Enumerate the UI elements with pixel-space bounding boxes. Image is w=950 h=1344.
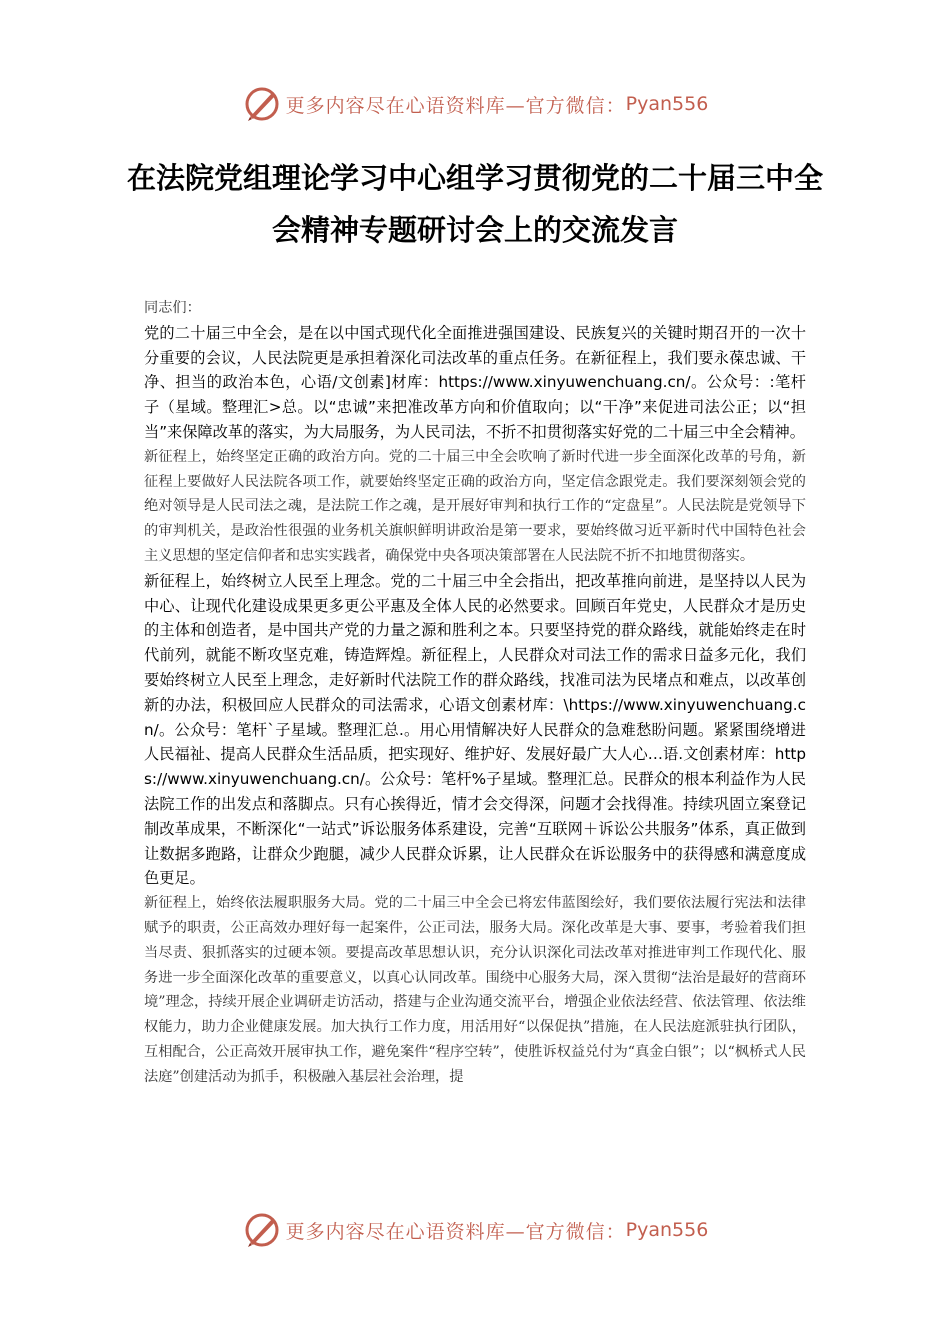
pen-logo-icon bbox=[242, 1210, 282, 1250]
header-banner bbox=[0, 82, 950, 126]
pen-logo-icon bbox=[242, 84, 282, 124]
banner-text: 更多内容尽在心语资料库—官方微信： bbox=[285, 94, 626, 117]
banner-wechat-id: Pyan556 bbox=[625, 1219, 709, 1241]
document-body bbox=[144, 296, 806, 1090]
paragraph-intro: 党的二十届三中全会，是在以中国式现代化全面推进强国建设、民族复兴的关键时期召开的一次十分重要的会议，人民法院更是承担着深化司法改革的重点任务。在新征程上，我们要永葆忠诚、干净、担当的政治本色，心语/文创素]材库：https://www.xinyuwenchuang.cn/。公众号：:笔杆子（星域。整理汇>总。以“忠诚”来把准改革方向和价值取向；以“干净”来促进司法公正；以“担当”来保障改革的落实，为大局服务，为人民司法，不折不扣贯彻落实好党的二十届三中全会精神。 bbox=[144, 323, 806, 441]
document-title: 在法院党组理论学习中心组学习贯彻党的二十届三中全会精神专题研讨会上的交流发言 bbox=[126, 161, 823, 247]
paragraph-serve-overall: 新征程上，始终依法履职服务大局。党的二十届三中全会已将宏伟蓝图绘好，我们要依法履行宪法和法律赋予的职责，公正高效办理好每一起案件，公正司法，服务大局。深化改革是大事、要事，考验着我们担当尽责、狠抓落实的过硬本领。要提高改革思想认识，充分认识深化司法改革对推进审判工作现代化、服务进一步全面深化改革的重要意义，以真心认同改革。围绕中心服务大局，深入贯彻“法治是最好的营商环境”理念，持续开展企业调研走访活动，搭建与企业沟通交流平台，增强企业依法经营、依法管理、依法维权能力，助力企业健康发展。加大执行工作力度，用活用好“以保促执”措施，在人民法庭派驻执行团队，互相配合，公正高效开展审执工作，避免案件“程序空转”，使胜诉权益兑付为“真金白银”；以“枫桥式人民法庭”创建活动为抓手，积极融入基层社会治理，提 bbox=[144, 895, 806, 1085]
footer-banner bbox=[0, 1208, 950, 1252]
banner-wechat-id: Pyan556 bbox=[625, 93, 709, 115]
banner-text: 更多内容尽在心语资料库—官方微信： bbox=[285, 1220, 626, 1243]
paragraph-people-first: 新征程上，始终树立人民至上理念。党的二十届三中全会指出，把改革推向前进，是坚持以人民为中心、让现代化建设成果更多更公平惠及全体人民的必然要求。回顾百年党史，人民群众才是历史的主体和创造者，是中国共产党的力量之源和胜利之本。只要坚持党的群众路线，就能始终走在时代前列，就能不断攻坚克难，铸造辉煌。新征程上，人民群众对司法工作的需求日益多元化，我们要始终树立人民至上理念，走好新时代法院工作的群众路线，找准司法为民堵点和难点，以改革创新的办法，积极回应人民群众的司法需求，心语文创素材库：\https://www.xinyuwenchuang.cn/。公众号：笔杆`子星域。整理汇总.。用心用情解决好人民群众的急难愁盼问题。紧紧围绕增进人民福祉、提高人民群众生活品质，把实现好、维护好、发展好最广大人心…语.文创素材库：https://www.xinyuwenchuang.cn/。公众号：笔杆%子星域。整理汇总。民群众的根本利益作为人民法院工作的出发点和落脚点。只有心挨得近，情才会交得深，问题才会找得准。持续巩固立案登记制改革成果，不断深化“一站式”诉讼服务体系建设，完善“互联网＋诉讼公共服务”体系，真正做到让数据多跑路，让群众少跑腿，减少人民群众诉累，让人民群众在诉讼服务中的获得感和满意度成色更足。 bbox=[144, 571, 806, 888]
paragraph-political-direction: 新征程上，始终坚定正确的政治方向。党的二十届三中全会吹响了新时代进一步全面深化改革的号角，新征程上要做好人民法院各项工作，就要始终坚定正确的政治方向，坚定信念跟党走。我们要深刻领会党的绝对领导是人民司法之魂，是法院工作之魂，是开展好审判和执行工作的“定盘星”。人民法院是党领导下的审判机关，是政治性很强的业务机关旗帜鲜明讲政治是第一要求，要始终做习近平新时代中国特色社会主义思想的坚定信仰者和忠实实践者，确保党中央各项决策部署在人民法院不折不扣地贯彻落实。 bbox=[144, 448, 806, 564]
salutation: 同志们： bbox=[144, 300, 201, 316]
